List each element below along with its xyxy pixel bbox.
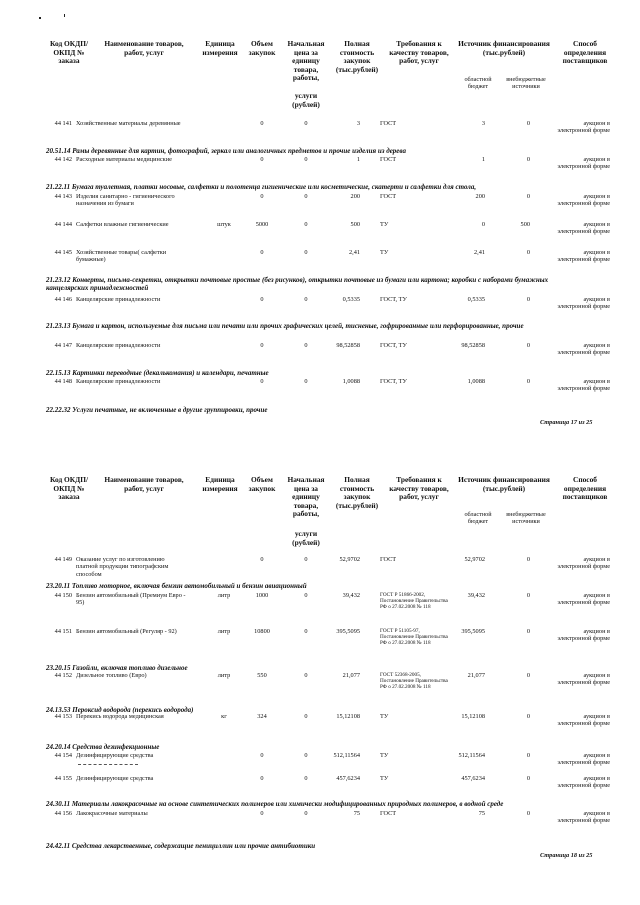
row-extra: 0 [526, 556, 530, 563]
row-requirements: ГОСТ Р 51105-97, Постановление Правительства РФ о 27.02.2008 № 118 [380, 628, 448, 647]
row-requirements: ГОСТ [380, 156, 397, 163]
section-heading: 21.23.13 Бумага и картон, используемые для письма или печати или прочих графических целей, тисненые, гофрированные или перфорированные, прочие [46, 322, 524, 330]
row-number: 44 149 [54, 556, 72, 563]
row-number: 44 142 [54, 156, 72, 163]
row-unit: литр [217, 628, 231, 635]
row-requirements: ТУ [380, 221, 389, 228]
row-unit: кг [221, 713, 227, 720]
row-volume: 0 [260, 752, 264, 759]
row-method: аукцион в электронной форме [557, 221, 610, 236]
section-heading: 22.15.13 Картинки переводные (декалькомания) и календари, печатные [46, 369, 269, 377]
row-name: Лакокрасочные материалы [76, 810, 148, 817]
row-extra: 0 [526, 713, 530, 720]
header-volume: Объем закупок [248, 39, 276, 57]
row-number: 44 147 [54, 342, 72, 349]
page-number: Страница 18 из 25 [540, 852, 593, 859]
header-source-regional: областной бюджет [464, 511, 492, 525]
row-method: аукцион в электронной форме [557, 713, 610, 728]
row-volume: 324 [257, 713, 267, 720]
row-number: 44 143 [54, 193, 72, 200]
row-volume: 5000 [255, 221, 269, 228]
row-total: 200 [350, 193, 360, 200]
row-total: 1,0088 [342, 378, 360, 385]
row-requirements: ГОСТ, ТУ [380, 342, 407, 349]
row-total: 52,9702 [339, 556, 360, 563]
row-regional: 21,077 [467, 672, 485, 679]
scan-speck [39, 17, 41, 19]
row-extra: 0 [526, 378, 530, 385]
row-method: аукцион в электронной форме [557, 672, 610, 687]
header-name: Наименование товаров, работ, услуг [104, 39, 184, 57]
row-regional: 15,12108 [461, 713, 485, 720]
row-regional: 39,432 [467, 592, 485, 599]
header-code: Код ОКДП/ ОКПД № заказа [49, 39, 89, 66]
row-total: 39,432 [342, 592, 360, 599]
row-total: 75 [353, 810, 360, 817]
row-number: 44 153 [54, 713, 72, 720]
row-price: 0 [304, 193, 308, 200]
row-number: 44 148 [54, 378, 72, 385]
row-name: Канцелярские принадлежности [76, 378, 161, 385]
header-source: Источник финансирования (тыс.рублей) [458, 475, 550, 493]
row-price: 0 [304, 296, 308, 303]
header-volume: Объем закупок [248, 475, 276, 493]
row-volume: 550 [257, 672, 267, 679]
row-regional: 3 [481, 120, 485, 127]
section-heading: 24.30.11 Материалы лакокрасочные на основе синтетических полимеров или химически модифицированных природных полимеров, в водной среде [46, 800, 504, 808]
row-method: аукцион в электронной форме [557, 296, 610, 311]
row-method: аукцион в электронной форме [557, 193, 610, 208]
row-volume: 0 [260, 296, 264, 303]
row-price: 0 [304, 592, 308, 599]
header-source-extra: внебюджетные источники [506, 511, 546, 525]
row-price: 0 [304, 752, 308, 759]
row-total: 3 [356, 120, 360, 127]
row-requirements: ТУ [380, 713, 389, 720]
header-method: Способ определения поставщиков [562, 39, 608, 66]
row-price: 0 [304, 672, 308, 679]
row-total: 15,12108 [336, 713, 360, 720]
row-total: 98,52858 [336, 342, 360, 349]
row-regional: 52,9702 [464, 556, 485, 563]
row-name: Канцелярские принадлежности [76, 342, 161, 349]
row-price: 0 [304, 556, 308, 563]
row-requirements: ГОСТ [380, 810, 397, 817]
row-number: 44 155 [54, 775, 72, 782]
header-total: Полная стоимость закупок (тыс.рублей) [335, 39, 379, 74]
row-extra: 0 [526, 156, 530, 163]
row-name: Дезинфицирующие средства [76, 775, 154, 782]
row-price: 0 [304, 628, 308, 635]
header-unit: Единица измерения [202, 475, 238, 493]
row-regional: 1 [481, 156, 485, 163]
row-requirements: ГОСТ [380, 556, 397, 563]
row-extra: 0 [526, 592, 530, 599]
row-extra: 0 [526, 120, 530, 127]
row-name: Бензин автомобильный (Регуляр - 92) [76, 628, 177, 635]
row-total: 21,077 [342, 672, 360, 679]
row-method: аукцион в электронной форме [557, 810, 610, 825]
row-name: Расходные материалы медицинские [76, 156, 172, 163]
page-number: Страница 17 из 25 [540, 419, 593, 426]
row-number: 44 150 [54, 592, 72, 599]
row-regional: 512,11564 [458, 752, 485, 759]
header-unit-price-sub: услуги (рублей) [292, 91, 320, 109]
section-heading: 23.20.11 Топливо моторное, включая бензин автомобильный и бензин авиационный [46, 582, 307, 590]
row-extra: 0 [526, 342, 530, 349]
row-volume: 0 [260, 775, 264, 782]
row-extra: 0 [526, 249, 530, 256]
row-regional: 98,52858 [461, 342, 485, 349]
row-method: аукцион в электронной форме [557, 775, 610, 790]
row-price: 0 [304, 342, 308, 349]
row-total: 1 [356, 156, 360, 163]
row-method: аукцион в электронной форме [557, 342, 610, 357]
row-regional: 0 [481, 221, 485, 228]
row-requirements: ТУ [380, 249, 389, 256]
row-requirements: ГОСТ Р 51866-2002, Постановление Правительства РФ о 27.02.2008 № 118 [380, 592, 448, 611]
section-heading: 22.22.32 Услуги печатные, не включенные в другие группировки, прочие [46, 406, 268, 414]
row-name: Бензин автомобильный (Премиум Евро - 95) [76, 592, 186, 607]
row-volume: 0 [260, 810, 264, 817]
row-method: аукцион в электронной форме [557, 378, 610, 393]
row-extra: 0 [526, 752, 530, 759]
row-price: 0 [304, 713, 308, 720]
row-requirements: ГОСТ, ТУ [380, 378, 407, 385]
row-name: Канцелярские принадлежности [76, 296, 161, 303]
row-method: аукцион в электронной форме [557, 156, 610, 171]
row-volume: 0 [260, 193, 264, 200]
header-total: Полная стоимость закупок (тыс.рублей) [335, 475, 379, 510]
row-requirements: ТУ [380, 775, 389, 782]
row-method: аукцион в электронной форме [557, 556, 610, 571]
row-method: аукцион в электронной форме [557, 249, 610, 264]
header-method: Способ определения поставщиков [562, 475, 608, 502]
row-price: 0 [304, 156, 308, 163]
header-code: Код ОКДП/ ОКПД № заказа [49, 475, 89, 502]
row-method: аукцион в электронной форме [557, 628, 610, 643]
row-name: Хозяйственные товары( салфетки бумажные) [76, 249, 167, 264]
row-extra: 0 [526, 628, 530, 635]
header-source-extra: внебюджетные источники [506, 76, 546, 90]
header-requirements: Требования к качеству товаров, работ, услуг [389, 475, 449, 502]
row-extra: 0 [526, 672, 530, 679]
row-method: аукцион в электронной форме [557, 752, 610, 767]
row-regional: 2,41 [473, 249, 485, 256]
row-regional: 1,0088 [467, 378, 485, 385]
section-heading: 20.51.14 Рамы деревянные для картин, фотографий, зеркал или аналогичных предметов и прочие изделия из дерева [46, 147, 406, 155]
header-unit-price-sub: услуги (рублей) [292, 529, 320, 547]
row-name: Изделия санитарно - гигиенического назначения из бумаги [76, 193, 175, 208]
row-number: 44 151 [54, 628, 72, 635]
row-name: Дезинфицирующие средства [76, 752, 154, 759]
row-price: 0 [304, 810, 308, 817]
row-name: Хозяйственные материалы деревянные [76, 120, 181, 127]
row-regional: 457,6234 [461, 775, 485, 782]
row-name: Перекись водорода медицинская [76, 713, 164, 720]
header-requirements: Требования к качеству товаров, работ, услуг [389, 39, 449, 66]
row-number: 44 146 [54, 296, 72, 303]
row-method: аукцион в электронной форме [557, 592, 610, 607]
row-number: 44 144 [54, 221, 72, 228]
row-name: Салфетки влажные гигиенические [76, 221, 169, 228]
row-volume: 1000 [255, 592, 269, 599]
row-volume: 0 [260, 556, 264, 563]
row-total: 457,6234 [336, 775, 360, 782]
row-requirements: ТУ [380, 752, 389, 759]
row-total: 395,5095 [336, 628, 360, 635]
row-extra: 500 [520, 221, 530, 228]
row-number: 44 145 [54, 249, 72, 256]
row-regional: 0,5335 [467, 296, 485, 303]
row-regional: 395,5095 [461, 628, 485, 635]
row-total: 0,5335 [342, 296, 360, 303]
header-source-regional: областной бюджет [464, 76, 492, 90]
row-name: Дизельное топливо (Евро) [76, 672, 147, 679]
row-requirements: ГОСТ [380, 120, 397, 127]
row-requirements: ГОСТ [380, 193, 397, 200]
row-name: Оказание услуг по изготовлению платной продукции типографским способом [76, 556, 169, 578]
row-total: 2,41 [348, 249, 360, 256]
header-unit-price: Начальная цена за единицу товара, работы, [287, 475, 325, 519]
row-extra: 0 [526, 810, 530, 817]
dash-line [78, 764, 138, 765]
row-volume: 0 [260, 249, 264, 256]
row-number: 44 154 [54, 752, 72, 759]
row-regional: 75 [478, 810, 485, 817]
row-number: 44 152 [54, 672, 72, 679]
header-name: Наименование товаров, работ, услуг [104, 475, 184, 493]
row-price: 0 [304, 120, 308, 127]
row-volume: 0 [260, 120, 264, 127]
row-unit: литр [217, 672, 231, 679]
row-extra: 0 [526, 296, 530, 303]
row-regional: 200 [475, 193, 485, 200]
row-volume: 0 [260, 342, 264, 349]
section-heading: 24.42.11 Средства лекарственные, содержащие пенициллин или прочие антибиотики [46, 842, 316, 850]
row-volume: 10800 [254, 628, 270, 635]
header-unit: Единица измерения [202, 39, 238, 57]
header-source: Источник финансирования (тыс.рублей) [458, 39, 550, 57]
row-price: 0 [304, 775, 308, 782]
row-volume: 0 [260, 156, 264, 163]
section-heading: 21.22.11 Бумага туалетная, платки носовые, салфетки и полотенца гигиенические или косметические, скатерти и салфетки для стола, [46, 183, 477, 191]
row-requirements: ГОСТ, ТУ [380, 296, 407, 303]
row-price: 0 [304, 249, 308, 256]
row-total: 500 [350, 221, 360, 228]
row-number: 44 141 [54, 120, 72, 127]
row-extra: 0 [526, 775, 530, 782]
row-unit: литр [217, 592, 231, 599]
row-requirements: ГОСТ 52368-2005, Постановление Правительства РФ о 27.02.2008 № 118 [380, 672, 448, 691]
scan-speck [64, 14, 65, 17]
row-volume: 0 [260, 378, 264, 385]
row-price: 0 [304, 378, 308, 385]
section-heading: 21.23.12 Конверты, письма-секретки, открытки почтовые простые (без рисунков), открытки почтовые из бумаги или картона; коробки с наборами бумажных канцелярских принадлежностей [46, 276, 549, 292]
section-heading: 24.20.14 Средства дезинфекционные [46, 743, 160, 751]
row-price: 0 [304, 221, 308, 228]
section-heading: 24.13.53 Пероксид водорода (перекись водорода) [46, 706, 194, 714]
header-unit-price: Начальная цена за единицу товара, работы, [287, 39, 325, 83]
row-unit: штук [217, 221, 231, 228]
row-extra: 0 [526, 193, 530, 200]
row-method: аукцион в электронной форме [557, 120, 610, 135]
row-number: 44 156 [54, 810, 72, 817]
section-heading: 23.20.15 Газойли, включая топливо дизельное [46, 664, 188, 672]
row-total: 512,11564 [333, 752, 360, 759]
